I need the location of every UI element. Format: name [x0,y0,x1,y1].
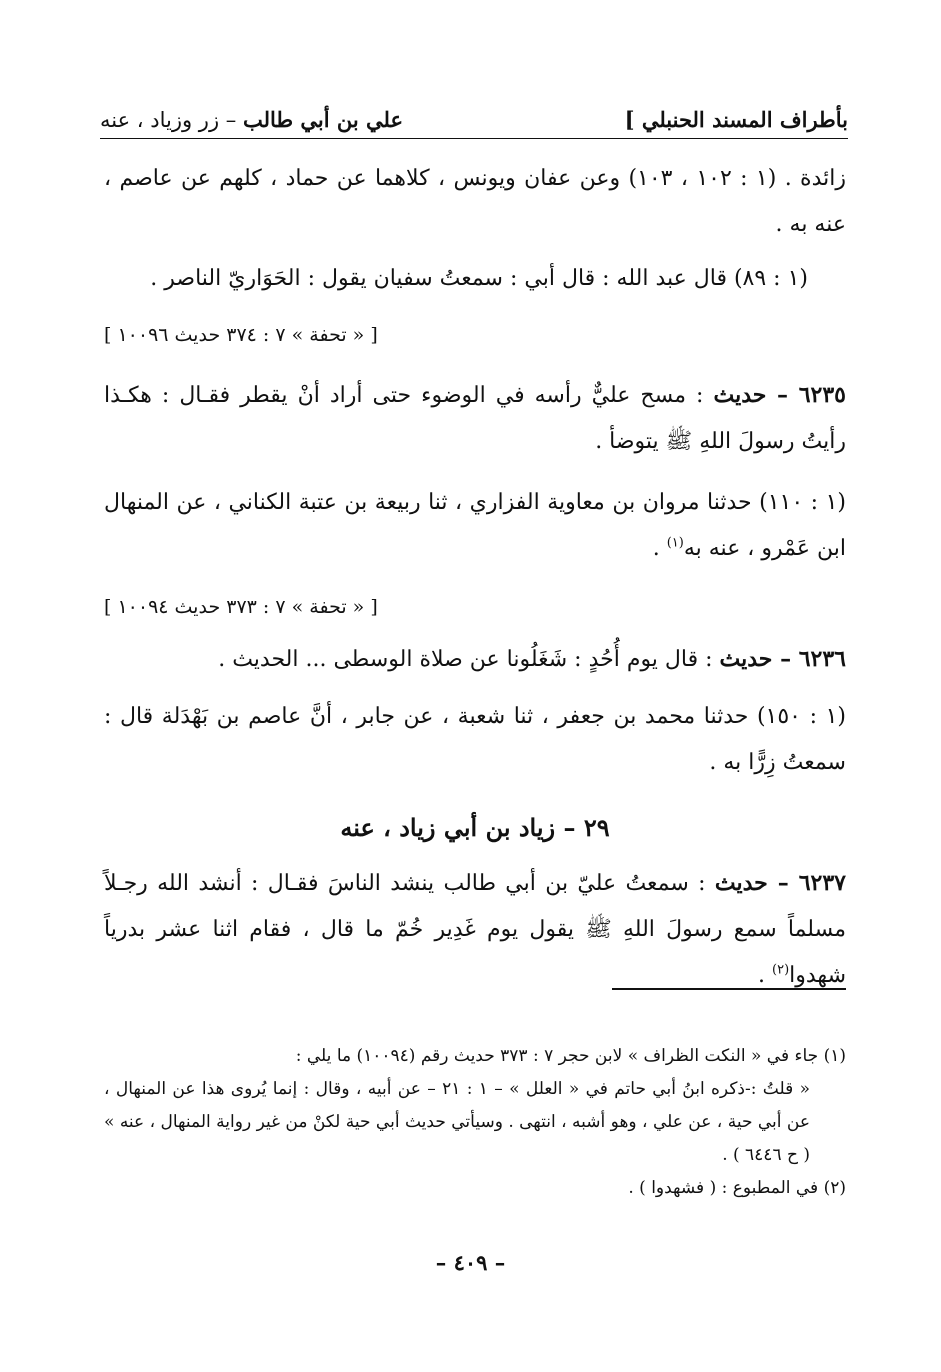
hadith-6237 [104,860,846,999]
footnote-1-heading: (١) جاء في « النكت الظراف » لابن حجر ٧ : ٣٧٣ حديث رقم (١٠٠٩٤) ما يلي : [295,1046,846,1066]
header-section-name: علي بن أبي طالب [242,107,404,132]
section-heading: ٢٩ – زياد بن أبي زياد ، عنه [340,813,610,842]
page-number: – ٤٠٩ – [435,1250,506,1275]
footnote-marker-1[interactable]: (١) [666,535,684,551]
hadith-6237-end: . [758,963,772,988]
running-header [100,92,848,139]
hadith-6235-isnad-text: (١ : ١١٠) حدثنا مروان بن معاوية الفزاري ، ثنا ربيعة بن عتبة الكناني ، عن المنهال ابن عَمْرو ، عنه به [104,490,847,561]
header-section-sub: – زر وزياد ، عنه [100,108,237,132]
hadith-6235-text: : مسح عليٌّ رأسه في الوضوء حتى أراد أنْ يقطر فقـال : هكـذا رأيتُ رسولَ اللهِ ﷺ يتوضأ . [104,383,846,454]
footnote-marker-2[interactable]: (٢) [772,962,790,978]
hadith-6236-isnad: (١ : ١٥٠) حدثنا محمد بن جعفر ، ثنا شعبة ، عن جابر ، أنَّ عاصم بن بَهْدَلة قال : سمعتُ زِرًّا به . [104,704,846,775]
hadith-6237-number: ٦٢٣٧ – حديث [714,870,846,896]
tuhfa-reference-2-text: [ « تحفة » ٧ : ٣٧٣ حديث ١٠٠٩٤ ] [104,596,378,618]
footnote-2: (٢) في المطبوع : ( فشهدوا ) . [628,1178,846,1198]
footnotes [104,1040,846,1205]
hadith-6235-isnad-end: . [652,536,667,561]
hadith-6236-number: ٦٢٣٦ – حديث [719,646,846,672]
hadith-6237-text: : سمعتُ عليّ بن أبي طالب ينشد الناسَ فقـال : أنشد الله رجـلاً مسلماً سمع رسولَ اللهِ ﷺ يقول يوم غَدِير خُمّ ما قال ، فقام اثنا عشر بدرياً شهدوا [104,871,846,988]
header-book-title: بأطراف المسند الحنبلي ] [624,107,848,132]
hadith-6235 [104,372,846,465]
paragraph-continuation: زائدة . (١ : ١٠٢ ، ١٠٣) وعن عفان ويونس ، كلاهما عن حماد ، كلهم عن عاصم ، عنه به . [104,166,846,237]
hadith-6236 [104,636,846,683]
hadith-6235-isnad [104,480,846,572]
hadith-6235-number: ٦٢٣٥ – حديث [713,382,846,408]
tuhfa-reference-2 [104,584,846,630]
footnote-separator [612,988,846,990]
hadith-6236-text: : قال يوم أُحُدٍ : شَغَلُونا عن صلاة الوسطى ... الحديث . [218,647,713,672]
paragraph-sufyan: (١ : ٨٩) قال عبد الله : قال أبي : سمعتُ سفيان يقول : الحَوَاريّ الناصر . [150,266,808,291]
tuhfa-reference-1-text: [ « تحفة » ٧ : ٣٧٤ حديث ١٠٠٩٦ ] [104,324,378,346]
tuhfa-reference-1 [104,312,846,358]
header-section-title [100,107,403,132]
footnote-1-quote: « قلتُ :-ذكره ابنُ أبي حاتم في « العلل » – ١ : ٢١ – عن أبيه ، وقال : إنما يُروى هذا عن المنهال ، عن أبي حية ، عن علي ، وهو أشبه ، انتهى . وسيأتي حديث أبي حية لكنْ من غير رواية المنهال ، عنه » ( ح ٦٤٤٦ ) . [104,1079,810,1165]
